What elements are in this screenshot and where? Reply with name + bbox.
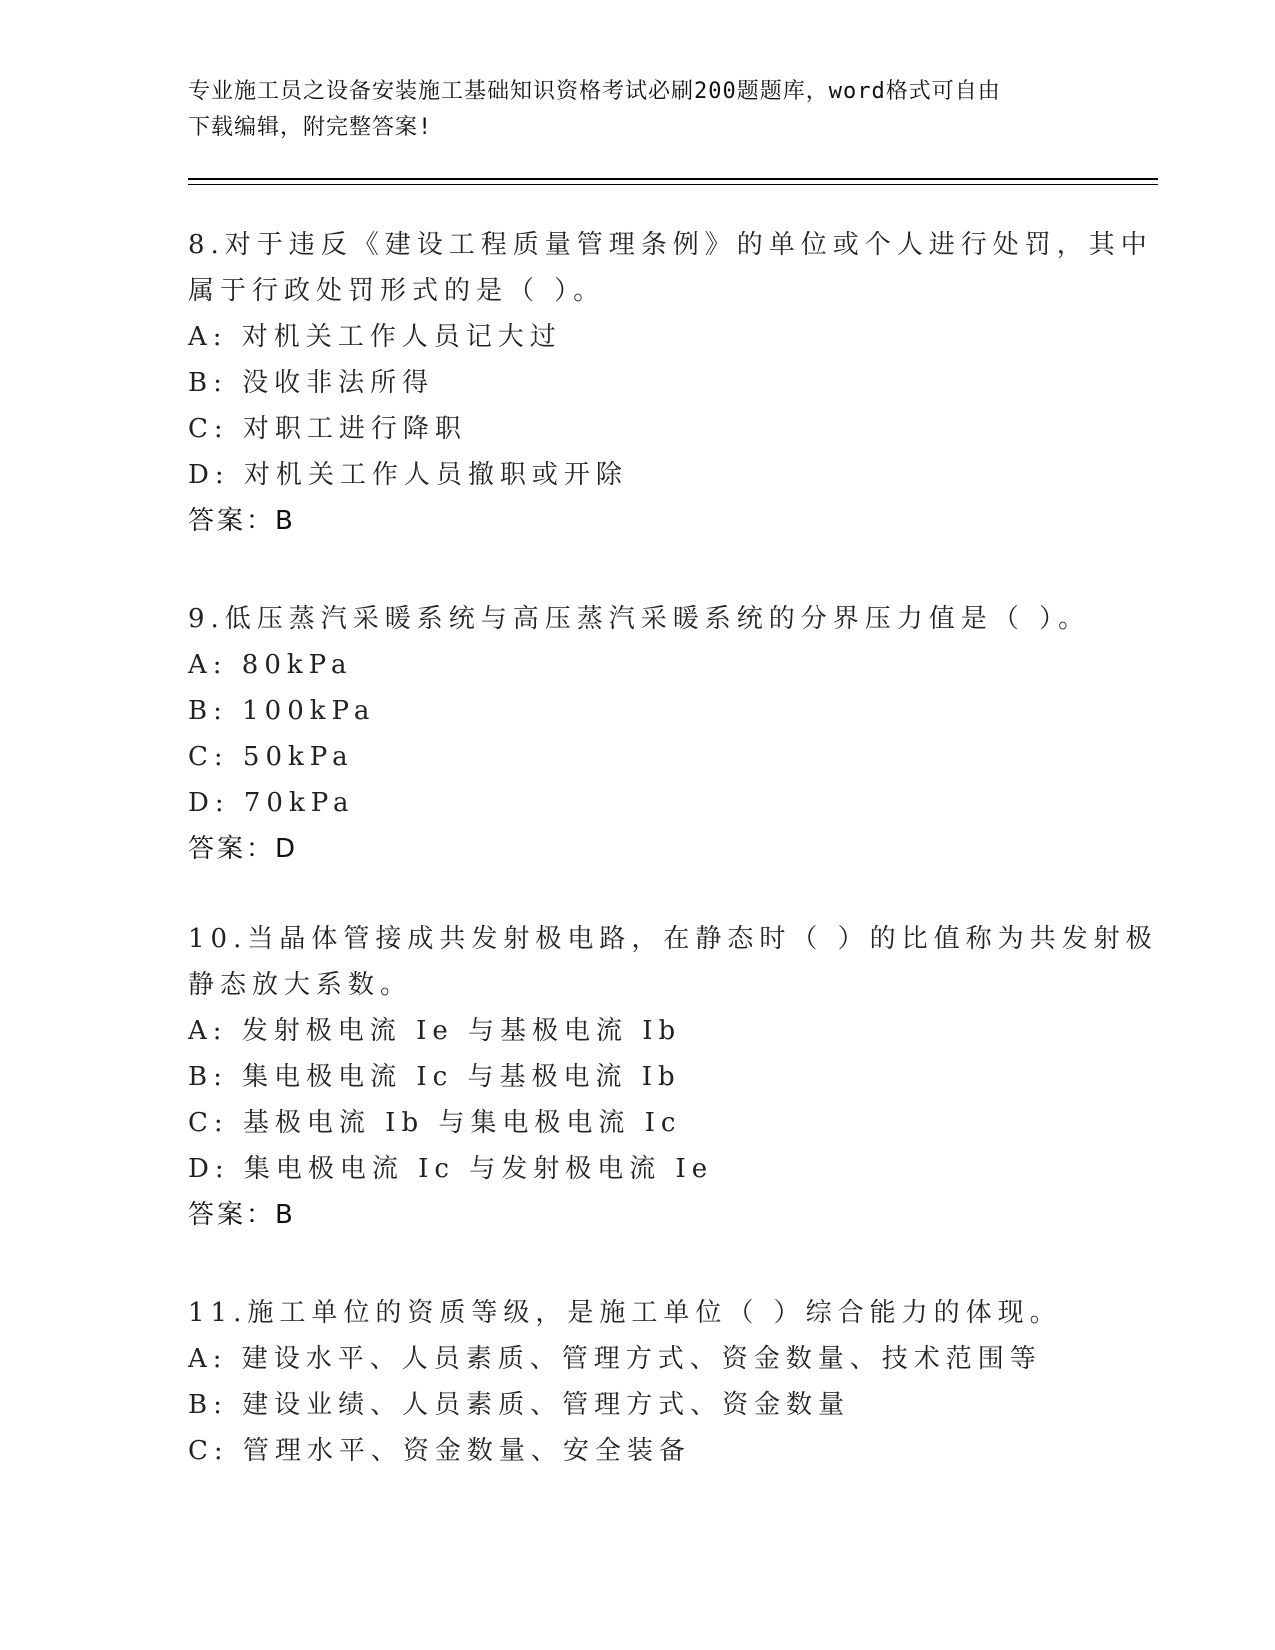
option-a: A: 80kPa [188,650,353,680]
question-8 [188,222,1153,544]
option-c: C: 对职工进行降职 [188,414,467,444]
option-b: B: 建设业绩、人员素质、管理方式、资金数量 [188,1390,851,1420]
option-c: C: 管理水平、资金数量、安全装备 [188,1436,691,1466]
question-10 [188,916,1158,1238]
question-stem: 11.施工单位的资质等级，是施工单位（ ）综合能力的体现。 [188,1298,1062,1328]
option-c: C: 基极电流 Ib 与集电极电流 Ic [188,1108,682,1138]
question-stem: 8.对于违反《建设工程质量管理条例》的单位或个人进行处罚，其中 [188,230,1153,260]
question-stem: 10.当晶体管接成共发射极电路，在静态时（ ）的比值称为共发射极 [188,924,1158,954]
option-c: C: 50kPa [188,742,354,772]
question-stem-continued: 静态放大系数。 [188,970,413,1000]
option-b: B: 没收非法所得 [188,368,435,398]
option-a: A: 发射极电流 Ie 与基极电流 Ib [188,1016,682,1046]
option-b: B: 集电极电流 Ic 与基极电流 Ib [188,1062,681,1092]
document-header [188,74,1088,146]
option-b: B: 100kPa [188,696,376,726]
option-a: A: 对机关工作人员记大过 [188,322,562,352]
option-a: A: 建设水平、人员素质、管理方式、资金数量、技术范围等 [188,1344,1042,1374]
header-divider-thick [188,178,1158,180]
option-d: D: 70kPa [188,788,355,818]
header-line-1: 专业施工员之设备安装施工基础知识资格考试必刷200题题库，word格式可自由 [188,79,1001,104]
question-stem-continued: 属于行政处罚形式的是（ ）。 [188,276,606,306]
option-d: D: 集电极电流 Ic 与发射极电流 Ie [188,1154,714,1184]
answer: 答案：D [188,834,299,864]
header-divider-thin [188,184,1158,185]
option-d: D: 对机关工作人员撤职或开除 [188,460,628,490]
answer: 答案：B [188,1200,296,1230]
question-11 [188,1290,1088,1474]
question-stem: 9.低压蒸汽采暖系统与高压蒸汽采暖系统的分界压力值是（ ）。 [188,604,1091,634]
header-line-2: 下载编辑，附完整答案! [188,115,433,140]
answer: 答案：B [188,506,296,536]
question-9 [188,596,1091,872]
